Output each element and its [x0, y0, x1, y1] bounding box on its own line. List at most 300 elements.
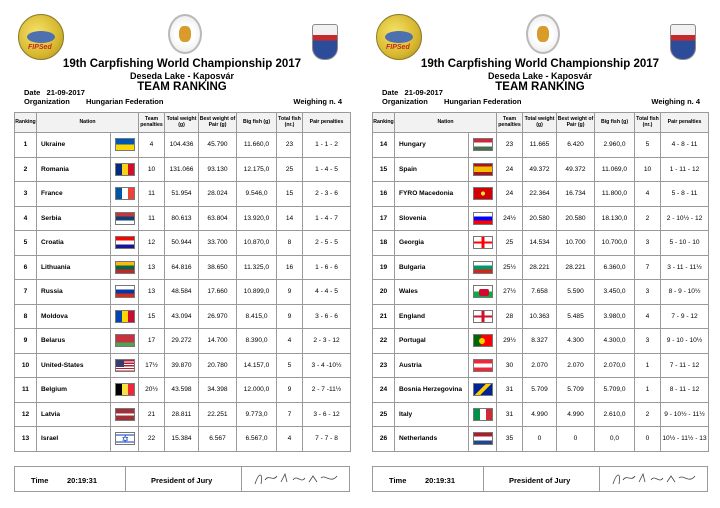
table-row — [373, 280, 709, 305]
footer-bar — [14, 466, 350, 492]
rank-cell: 2 — [15, 157, 37, 182]
nation-cell: Croatia — [37, 231, 111, 256]
total-weight-cell: 10.363 — [523, 304, 557, 329]
nation-cell: Latvia — [37, 402, 111, 427]
best-pair-cell: 22.251 — [199, 402, 237, 427]
table-row — [15, 133, 351, 158]
rank-cell: 12 — [15, 402, 37, 427]
total-fish-cell: 7 — [277, 402, 303, 427]
england-flag-icon — [473, 310, 493, 323]
best-pair-cell: 26.970 — [199, 304, 237, 329]
divider — [483, 467, 484, 491]
table-row — [373, 402, 709, 427]
flag-cell — [111, 157, 139, 182]
flag-cell — [469, 133, 497, 158]
total-fish-cell: 5 — [277, 353, 303, 378]
col-total-weight: Total weight (g) — [523, 113, 557, 133]
pair-penalties-cell: 8 - 9 - 10½ — [661, 280, 709, 305]
total-weight-cell: 29.272 — [165, 329, 199, 354]
divider — [125, 467, 126, 491]
team-penalties-cell: 11 — [139, 206, 165, 231]
wales-flag-icon — [473, 285, 493, 298]
france-flag-icon — [115, 187, 135, 200]
flag-cell — [469, 255, 497, 280]
venue: Deseda Lake - Kaposvár — [487, 71, 593, 81]
team-penalties-cell: 17½ — [139, 353, 165, 378]
flag-cell — [469, 353, 497, 378]
nation-cell: Netherlands — [395, 427, 469, 452]
divider — [599, 467, 600, 491]
total-weight-cell: 20.580 — [523, 206, 557, 231]
best-pair-cell: 38.650 — [199, 255, 237, 280]
table-row — [373, 133, 709, 158]
total-fish-cell: 14 — [277, 206, 303, 231]
big-fish-cell: 11.325,0 — [237, 255, 277, 280]
col-team-penalties: Team penalties — [139, 113, 165, 133]
best-pair-cell: 6.420 — [557, 133, 595, 158]
organization-line — [24, 97, 163, 106]
total-weight-cell: 80.613 — [165, 206, 199, 231]
table-header-row — [373, 113, 709, 133]
lithuania-flag-icon — [115, 261, 135, 274]
pair-penalties-cell: 5 - 10 - 10 — [661, 231, 709, 256]
flag-cell — [111, 231, 139, 256]
team-penalties-cell: 10 — [139, 157, 165, 182]
big-fish-cell: 9.773,0 — [237, 402, 277, 427]
pair-penalties-cell: 4 - 8 - 11 — [661, 133, 709, 158]
trophy-icon — [537, 26, 549, 42]
rank-cell: 21 — [373, 304, 395, 329]
pair-penalties-cell: 7 - 7 - 8 — [303, 427, 351, 452]
pair-penalties-cell: 4 - 4 - 5 — [303, 280, 351, 305]
big-fish-cell: 5.709,0 — [595, 378, 635, 403]
usa-flag-icon — [115, 359, 135, 372]
big-fish-cell: 11.069,0 — [595, 157, 635, 182]
total-fish-cell: 1 — [635, 378, 661, 403]
table-row — [373, 353, 709, 378]
rank-cell: 1 — [15, 133, 37, 158]
date-label: Date — [24, 88, 41, 97]
total-fish-cell: 3 — [635, 329, 661, 354]
page-title: TEAM RANKING — [495, 81, 585, 93]
championship-emblem — [168, 14, 202, 54]
col-nation: Nation — [395, 113, 497, 133]
org-value: Hungarian Federation — [443, 97, 522, 106]
total-fish-cell: 0 — [635, 427, 661, 452]
big-fish-cell: 10.870,0 — [237, 231, 277, 256]
col-pair-penalties: Pair penalties — [661, 113, 709, 133]
pair-penalties-cell: 2 - 3 - 6 — [303, 182, 351, 207]
flag-cell — [111, 255, 139, 280]
col-total-fish: Total fish (nr.) — [277, 113, 303, 133]
ranking-table — [14, 112, 351, 452]
nation-cell: Serbia — [37, 206, 111, 231]
nation-cell: Spain — [395, 157, 469, 182]
total-fish-cell: 3 — [635, 231, 661, 256]
team-penalties-cell: 22 — [139, 427, 165, 452]
flag-cell — [111, 280, 139, 305]
date-line — [24, 88, 85, 97]
col-best-pair: Best weight of Pair (g) — [557, 113, 595, 133]
rank-cell: 14 — [373, 133, 395, 158]
team-penalties-cell: 24 — [497, 157, 523, 182]
time-value: 20:19:31 — [67, 476, 98, 485]
table-row — [373, 329, 709, 354]
championship-title: 19th Carpfishing World Championship 2017 — [420, 58, 660, 70]
pair-penalties-cell: 3 - 4 -10½ — [303, 353, 351, 378]
flag-cell — [469, 427, 497, 452]
best-pair-cell: 28.221 — [557, 255, 595, 280]
rank-cell: 3 — [15, 182, 37, 207]
table-row — [373, 304, 709, 329]
table-row — [373, 182, 709, 207]
date-label: Date — [382, 88, 399, 97]
total-fish-cell: 15 — [277, 182, 303, 207]
org-label: Organization — [24, 97, 70, 106]
kaposvar-crest — [312, 24, 338, 60]
flag-cell — [469, 280, 497, 305]
rank-cell: 8 — [15, 304, 37, 329]
pair-penalties-cell: 3 - 6 - 6 — [303, 304, 351, 329]
big-fish-cell: 10.700,0 — [595, 231, 635, 256]
total-fish-cell: 9 — [277, 378, 303, 403]
best-pair-cell: 20.580 — [557, 206, 595, 231]
total-weight-cell: 2.070 — [523, 353, 557, 378]
org-label: Organization — [382, 97, 428, 106]
rank-cell: 20 — [373, 280, 395, 305]
israel-flag-icon — [115, 432, 135, 445]
total-fish-cell: 9 — [277, 304, 303, 329]
col-ranking: Ranking — [15, 113, 37, 133]
nation-cell: Slovenia — [395, 206, 469, 231]
best-pair-cell: 63.804 — [199, 206, 237, 231]
table-row — [373, 231, 709, 256]
pair-penalties-cell: 8 - 11 - 12 — [661, 378, 709, 403]
total-fish-cell: 4 — [277, 329, 303, 354]
flag-cell — [111, 353, 139, 378]
pair-penalties-cell: 7 - 11 - 12 — [661, 353, 709, 378]
bulgaria-flag-icon — [473, 261, 493, 274]
pair-penalties-cell: 1 - 1 - 2 — [303, 133, 351, 158]
team-penalties-cell: 20½ — [139, 378, 165, 403]
team-penalties-cell: 35 — [497, 427, 523, 452]
latvia-flag-icon — [115, 408, 135, 421]
time-value: 20:19:31 — [425, 476, 456, 485]
total-weight-cell: 48.584 — [165, 280, 199, 305]
table-row — [15, 182, 351, 207]
team-penalties-cell: 17 — [139, 329, 165, 354]
total-fish-cell: 1 — [635, 353, 661, 378]
total-weight-cell: 43.598 — [165, 378, 199, 403]
team-penalties-cell: 13 — [139, 280, 165, 305]
table-row — [373, 378, 709, 403]
rank-cell: 17 — [373, 206, 395, 231]
bosnia-flag-icon — [473, 383, 493, 396]
nation-cell: Russia — [37, 280, 111, 305]
best-pair-cell: 49.372 — [557, 157, 595, 182]
best-pair-cell: 4.990 — [557, 402, 595, 427]
table-row — [15, 255, 351, 280]
hungary-flag-icon — [473, 138, 493, 151]
pair-penalties-cell: 5 - 8 - 11 — [661, 182, 709, 207]
col-team-penalties: Team penalties — [497, 113, 523, 133]
ranking-table — [372, 112, 709, 452]
total-weight-cell: 15.384 — [165, 427, 199, 452]
total-weight-cell: 8.327 — [523, 329, 557, 354]
rank-cell: 6 — [15, 255, 37, 280]
pair-penalties-cell: 1 - 6 - 6 — [303, 255, 351, 280]
flag-cell — [469, 157, 497, 182]
date-value: 21-09-2017 — [404, 88, 443, 97]
fish-icon — [27, 31, 55, 43]
best-pair-cell: 33.700 — [199, 231, 237, 256]
nation-cell: Georgia — [395, 231, 469, 256]
nation-cell: Lithuania — [37, 255, 111, 280]
nation-cell: FYRO Macedonia — [395, 182, 469, 207]
total-weight-cell: 4.990 — [523, 402, 557, 427]
best-pair-cell: 17.660 — [199, 280, 237, 305]
big-fish-cell: 2.960,0 — [595, 133, 635, 158]
total-weight-cell: 50.944 — [165, 231, 199, 256]
nation-cell: Israel — [37, 427, 111, 452]
table-row — [15, 157, 351, 182]
table-row — [15, 280, 351, 305]
championship-emblem — [526, 14, 560, 54]
moldova-flag-icon — [115, 310, 135, 323]
col-pair-penalties: Pair penalties — [303, 113, 351, 133]
team-penalties-cell: 12 — [139, 231, 165, 256]
total-fish-cell: 25 — [277, 157, 303, 182]
flag-cell — [111, 182, 139, 207]
nation-cell: Italy — [395, 402, 469, 427]
venue: Deseda Lake - Kaposvár — [129, 71, 235, 81]
nation-cell: France — [37, 182, 111, 207]
pair-penalties-cell: 2 - 10½ - 12 — [661, 206, 709, 231]
team-penalties-cell: 27½ — [497, 280, 523, 305]
total-weight-cell: 22.364 — [523, 182, 557, 207]
rank-cell: 18 — [373, 231, 395, 256]
pair-penalties-cell: 9 - 10½ - 11½ — [661, 402, 709, 427]
rank-cell: 7 — [15, 280, 37, 305]
total-fish-cell: 7 — [635, 255, 661, 280]
big-fish-cell: 14.157,0 — [237, 353, 277, 378]
big-fish-cell: 12.175,0 — [237, 157, 277, 182]
team-penalties-cell: 29½ — [497, 329, 523, 354]
table-row — [15, 329, 351, 354]
pair-penalties-cell: 2 - 5 - 5 — [303, 231, 351, 256]
best-pair-cell: 6.567 — [199, 427, 237, 452]
date-value: 21-09-2017 — [46, 88, 85, 97]
pair-penalties-cell: 1 - 4 - 7 — [303, 206, 351, 231]
total-weight-cell: 104.436 — [165, 133, 199, 158]
macedonia-flag-icon — [473, 187, 493, 200]
president-label: President of Jury — [509, 476, 571, 485]
total-fish-cell: 4 — [277, 427, 303, 452]
big-fish-cell: 6.567,0 — [237, 427, 277, 452]
best-pair-cell: 34.398 — [199, 378, 237, 403]
pair-penalties-cell: 1 - 4 - 5 — [303, 157, 351, 182]
total-weight-cell: 7.658 — [523, 280, 557, 305]
nation-cell: Bulgaria — [395, 255, 469, 280]
championship-title: 19th Carpfishing World Championship 2017 — [62, 58, 302, 70]
big-fish-cell: 8.415,0 — [237, 304, 277, 329]
organization-line — [382, 97, 521, 106]
flag-cell — [469, 182, 497, 207]
col-total-fish: Total fish (nr.) — [635, 113, 661, 133]
nation-cell: Belarus — [37, 329, 111, 354]
table-row — [15, 427, 351, 452]
col-big-fish: Big fish (g) — [237, 113, 277, 133]
table-row — [373, 206, 709, 231]
total-fish-cell: 9 — [277, 280, 303, 305]
portugal-flag-icon — [473, 334, 493, 347]
ukraine-flag-icon — [115, 138, 135, 151]
total-fish-cell: 23 — [277, 133, 303, 158]
big-fish-cell: 4.300,0 — [595, 329, 635, 354]
rank-cell: 15 — [373, 157, 395, 182]
flag-cell — [469, 402, 497, 427]
slovenia-flag-icon — [473, 212, 493, 225]
best-pair-cell: 5.709 — [557, 378, 595, 403]
total-weight-cell: 39.870 — [165, 353, 199, 378]
georgia-flag-icon — [473, 236, 493, 249]
col-best-pair: Best weight of Pair (g) — [199, 113, 237, 133]
rank-cell: 19 — [373, 255, 395, 280]
romania-flag-icon — [115, 163, 135, 176]
weighing-number: Weighing n. 4 — [651, 97, 700, 106]
table-row — [15, 378, 351, 403]
total-fish-cell: 3 — [635, 280, 661, 305]
big-fish-cell: 2.610,0 — [595, 402, 635, 427]
total-fish-cell: 8 — [277, 231, 303, 256]
right-ranking-sheet — [364, 0, 716, 508]
team-penalties-cell: 13 — [139, 255, 165, 280]
total-weight-cell: 64.816 — [165, 255, 199, 280]
big-fish-cell: 6.360,0 — [595, 255, 635, 280]
big-fish-cell: 3.450,0 — [595, 280, 635, 305]
belarus-flag-icon — [115, 334, 135, 347]
total-weight-cell: 11.665 — [523, 133, 557, 158]
best-pair-cell: 93.130 — [199, 157, 237, 182]
total-fish-cell: 4 — [635, 182, 661, 207]
fipsed-logo — [18, 14, 64, 60]
fipsed-logo-text: FIPSed — [386, 44, 410, 51]
big-fish-cell: 0,0 — [595, 427, 635, 452]
total-weight-cell: 14.534 — [523, 231, 557, 256]
nation-cell: Moldova — [37, 304, 111, 329]
spain-flag-icon — [473, 163, 493, 176]
team-penalties-cell: 15 — [139, 304, 165, 329]
best-pair-cell: 5.485 — [557, 304, 595, 329]
flag-cell — [111, 329, 139, 354]
big-fish-cell: 8.390,0 — [237, 329, 277, 354]
team-penalties-cell: 28 — [497, 304, 523, 329]
rank-cell: 4 — [15, 206, 37, 231]
table-row — [15, 231, 351, 256]
big-fish-cell: 2.070,0 — [595, 353, 635, 378]
date-line — [382, 88, 443, 97]
austria-flag-icon — [473, 359, 493, 372]
total-fish-cell: 4 — [635, 304, 661, 329]
pair-penalties-cell: 2 - 7 -11½ — [303, 378, 351, 403]
rank-cell: 24 — [373, 378, 395, 403]
total-weight-cell: 43.094 — [165, 304, 199, 329]
page-title: TEAM RANKING — [137, 81, 227, 93]
italy-flag-icon — [473, 408, 493, 421]
jury-signature — [251, 470, 341, 488]
team-penalties-cell: 4 — [139, 133, 165, 158]
total-weight-cell: 51.954 — [165, 182, 199, 207]
team-penalties-cell: 21 — [139, 402, 165, 427]
rank-cell: 5 — [15, 231, 37, 256]
pair-penalties-cell: 9 - 10 - 10½ — [661, 329, 709, 354]
pair-penalties-cell: 1 - 11 - 12 — [661, 157, 709, 182]
best-pair-cell: 5.590 — [557, 280, 595, 305]
fish-icon — [385, 31, 413, 43]
nation-cell: Ukraine — [37, 133, 111, 158]
russia-flag-icon — [115, 285, 135, 298]
best-pair-cell: 28.024 — [199, 182, 237, 207]
jury-signature — [609, 470, 699, 488]
big-fish-cell: 9.546,0 — [237, 182, 277, 207]
table-row — [15, 402, 351, 427]
nation-cell: Belgium — [37, 378, 111, 403]
nation-cell: Wales — [395, 280, 469, 305]
nation-cell: Bosnia Herzegovina — [395, 378, 469, 403]
rank-cell: 22 — [373, 329, 395, 354]
col-ranking: Ranking — [373, 113, 395, 133]
table-header-row — [15, 113, 351, 133]
rank-cell: 9 — [15, 329, 37, 354]
team-penalties-cell: 30 — [497, 353, 523, 378]
flag-cell — [111, 402, 139, 427]
total-weight-cell: 131.066 — [165, 157, 199, 182]
col-nation: Nation — [37, 113, 139, 133]
time-label: Time — [31, 476, 49, 485]
president-label: President of Jury — [151, 476, 213, 485]
rank-cell: 11 — [15, 378, 37, 403]
trophy-icon — [179, 26, 191, 42]
big-fish-cell: 18.130,0 — [595, 206, 635, 231]
left-ranking-sheet — [6, 0, 358, 508]
flag-cell — [469, 329, 497, 354]
flag-cell — [111, 427, 139, 452]
big-fish-cell: 12.000,0 — [237, 378, 277, 403]
rank-cell: 23 — [373, 353, 395, 378]
best-pair-cell: 16.734 — [557, 182, 595, 207]
flag-cell — [469, 206, 497, 231]
nation-cell: United-States — [37, 353, 111, 378]
table-row — [373, 255, 709, 280]
table-row — [15, 206, 351, 231]
nation-cell: Hungary — [395, 133, 469, 158]
flag-cell — [469, 304, 497, 329]
pair-penalties-cell: 7 - 9 - 12 — [661, 304, 709, 329]
team-penalties-cell: 23 — [497, 133, 523, 158]
team-penalties-cell: 31 — [497, 402, 523, 427]
total-fish-cell: 5 — [635, 133, 661, 158]
croatia-flag-icon — [115, 236, 135, 249]
footer-bar — [372, 466, 708, 492]
team-penalties-cell: 25½ — [497, 255, 523, 280]
pair-penalties-cell: 3 - 11 - 11½ — [661, 255, 709, 280]
col-big-fish: Big fish (g) — [595, 113, 635, 133]
best-pair-cell: 4.300 — [557, 329, 595, 354]
total-fish-cell: 16 — [277, 255, 303, 280]
flag-cell — [111, 378, 139, 403]
big-fish-cell: 11.660,0 — [237, 133, 277, 158]
big-fish-cell: 13.920,0 — [237, 206, 277, 231]
